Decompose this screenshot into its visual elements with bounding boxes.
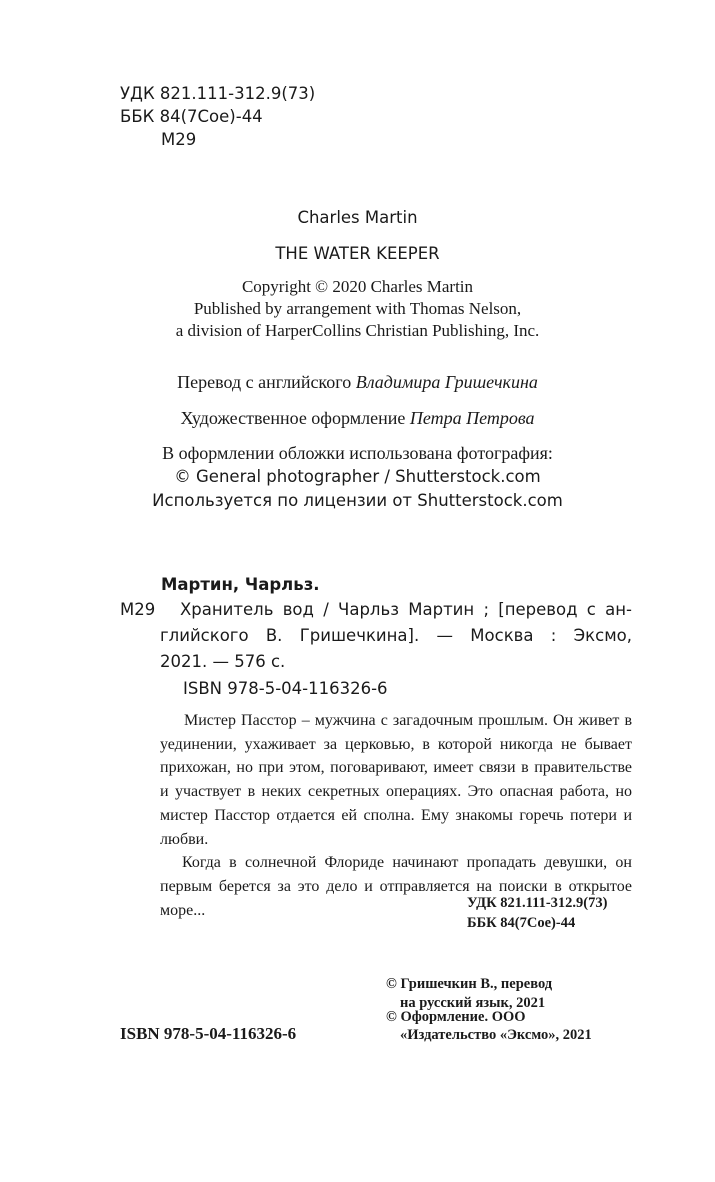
- publisher-division-line: a division of HarperCollins Christian Publishing, Inc.: [175, 321, 540, 340]
- imprint-copyright-line: © Оформление. ООО: [386, 1009, 526, 1025]
- imprint-copyright-line: «Издательство «Эксмо», 2021: [400, 1027, 592, 1043]
- cover-photo-credit: В оформлении обложки использована фотография:: [162, 443, 553, 463]
- license-credit: Используется по лицензии от Shutterstock.com: [152, 491, 563, 510]
- bibliography-isbn: ISBN 978-5-04-116326-6: [183, 679, 388, 698]
- designer-name: Петра Петрова: [409, 408, 535, 428]
- index-udk: УДК 821.111-312.9(73): [467, 895, 608, 911]
- design-credit: [0, 408, 715, 429]
- original-author: Charles Martin: [297, 208, 418, 227]
- copyright-line: Copyright © 2020 Charles Martin: [241, 277, 474, 296]
- translator-name: Владимира Гришечкина: [355, 372, 538, 392]
- bibliography-line: глийского В. Гришечкина]. — Москва : Эксмо,: [160, 626, 632, 645]
- annotation-paragraph: Мистер Пасстор – мужчина с загадочным прошлым. Он живет в уединении, ухаживает за церковью, в которой никогда не бывает прихожан, но при этом, поговаривают, имеет связи в правительстве и участвует в неких секретных операциях. Это опасная работа, но мистер Пасстор отдается ей сполна. Ему знакомы горечь потери и любви.: [160, 712, 632, 848]
- annotation-paragraph: Когда в солнечной Флориде начинают пропадать девушки, он первым берется за это дело и отправляется на поиски в открытое море...: [160, 854, 632, 919]
- bibliography-heading: Мартин, Чарльз.: [161, 575, 320, 594]
- original-title: THE WATER KEEPER: [275, 244, 440, 263]
- design-prefix: Художественное оформление: [180, 408, 406, 428]
- imprint-copyright-line: на русский язык, 2021: [400, 995, 546, 1011]
- imprint-isbn: ISBN 978-5-04-116326-6: [120, 1024, 297, 1043]
- annotation: [160, 709, 632, 922]
- translation-credit: [0, 372, 715, 393]
- author-sign-code: М29: [161, 130, 197, 149]
- bibliography-description: [160, 597, 632, 675]
- udk-code: УДК 821.111-312.9(73): [120, 84, 316, 103]
- bibliography-line: Хранитель вод / Чарльз Мартин ; [перевод с ан-: [180, 600, 632, 619]
- index-bbk: ББК 84(7Сое)-44: [467, 915, 576, 931]
- bibliography-code: М29: [120, 600, 156, 619]
- publisher-line: Published by arrangement with Thomas Nelson,: [193, 299, 522, 318]
- bbk-code: ББК 84(7Сое)-44: [120, 107, 263, 126]
- translation-prefix: Перевод с английского: [177, 372, 352, 392]
- imprint-copyright-line: © Гришечкин В., перевод: [386, 976, 553, 992]
- photographer-credit: © General photographer / Shutterstock.com: [174, 467, 541, 486]
- bibliography-line: 2021. — 576 с.: [160, 652, 286, 671]
